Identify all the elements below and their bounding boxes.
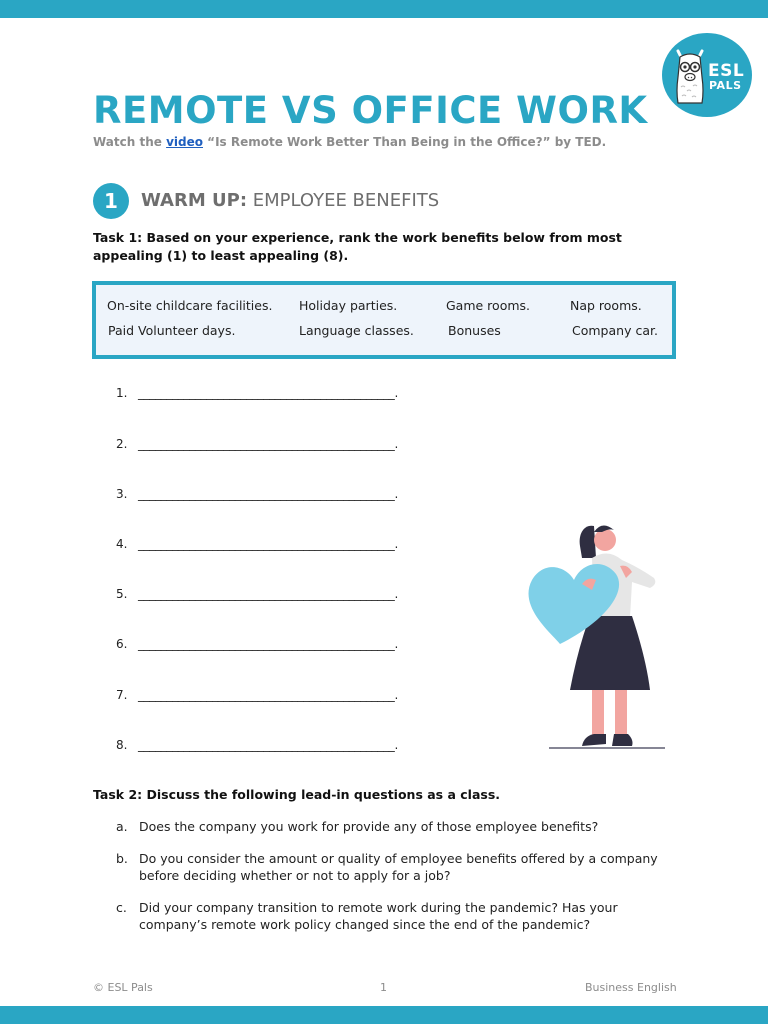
ranking-blank[interactable]: _____________________________________________. [138, 537, 399, 551]
ranking-number: 1. [116, 386, 128, 400]
subtitle-prefix: Watch the [93, 135, 167, 149]
woman-holding-heart-illustration [522, 518, 668, 752]
video-link[interactable]: video [166, 135, 203, 149]
esl-pals-logo[interactable] [662, 33, 752, 117]
ranking-row-8[interactable] [116, 738, 398, 752]
ranking-row-1[interactable] [116, 386, 398, 400]
ranking-row-7[interactable] [116, 688, 398, 702]
benefits-box [92, 281, 676, 359]
page-subtitle [93, 135, 606, 149]
ranking-number: 3. [116, 487, 128, 501]
section-title-bold: WARM UP: [141, 190, 248, 211]
ranking-blank[interactable]: _____________________________________________. [138, 487, 399, 501]
question-letter: b. [116, 851, 128, 866]
section-title [141, 190, 439, 211]
ranking-row-6[interactable] [116, 637, 398, 651]
top-accent-bar [0, 0, 768, 18]
benefit-item: Nap rooms. [570, 298, 642, 313]
page-title: REMOTE VS OFFICE WORK [93, 89, 648, 132]
subtitle-suffix: “Is Remote Work Better Than Being in the Office?” by TED. [203, 135, 607, 149]
benefit-item: On-site childcare facilities. [107, 298, 273, 313]
task1-instructions: Task 1: Based on your experience, rank the work benefits below from most appealing (1) to least appealing (8). [93, 230, 622, 263]
question-letter: c. [116, 900, 127, 915]
ranking-number: 8. [116, 738, 128, 752]
ranking-row-4[interactable] [116, 537, 398, 551]
benefit-item: Paid Volunteer days. [108, 323, 236, 338]
benefit-item: Bonuses [448, 323, 501, 338]
footer-copyright: © ESL Pals [93, 981, 153, 994]
ranking-row-3[interactable] [116, 487, 398, 501]
logo-text-pals: PALS [709, 79, 742, 92]
ranking-blank[interactable]: _____________________________________________. [138, 587, 399, 601]
ranking-blank[interactable]: _____________________________________________. [138, 637, 399, 651]
benefit-item: Holiday parties. [299, 298, 398, 313]
ranking-number: 4. [116, 537, 128, 551]
footer-course: Business English [585, 981, 677, 994]
section-title-rest: EMPLOYEE BENEFITS [247, 190, 440, 211]
ranking-number: 6. [116, 637, 128, 651]
question-letter: a. [116, 819, 128, 834]
section-number-badge: 1 [93, 183, 129, 219]
task2-instructions: Task 2: Discuss the following lead-in questions as a class. [93, 787, 501, 802]
benefit-item: Company car. [572, 323, 658, 338]
footer-page-number: 1 [380, 981, 387, 994]
ranking-number: 7. [116, 688, 128, 702]
question-text: Do you consider the amount or quality of employee benefits offered by a company before deciding whether or not to apply for a job? [139, 851, 658, 883]
ranking-number: 2. [116, 437, 128, 451]
ranking-row-2[interactable] [116, 437, 398, 451]
ranking-blank[interactable]: _____________________________________________. [138, 688, 399, 702]
bottom-accent-bar [0, 1006, 768, 1024]
ranking-blank[interactable]: _____________________________________________. [138, 738, 399, 752]
question-text: Does the company you work for provide any of those employee benefits? [139, 819, 599, 834]
ranking-row-5[interactable] [116, 587, 398, 601]
ranking-blank[interactable]: _____________________________________________. [138, 386, 399, 400]
ranking-blank[interactable]: _____________________________________________. [138, 437, 399, 451]
ranking-number: 5. [116, 587, 128, 601]
benefit-item: Language classes. [299, 323, 414, 338]
llama-icon [672, 47, 708, 107]
question-text: Did your company transition to remote work during the pandemic? Has your company’s remote work policy changed since the end of the pandemic? [139, 900, 618, 932]
logo-text-esl: ESL [708, 61, 745, 81]
benefit-item: Game rooms. [446, 298, 531, 313]
